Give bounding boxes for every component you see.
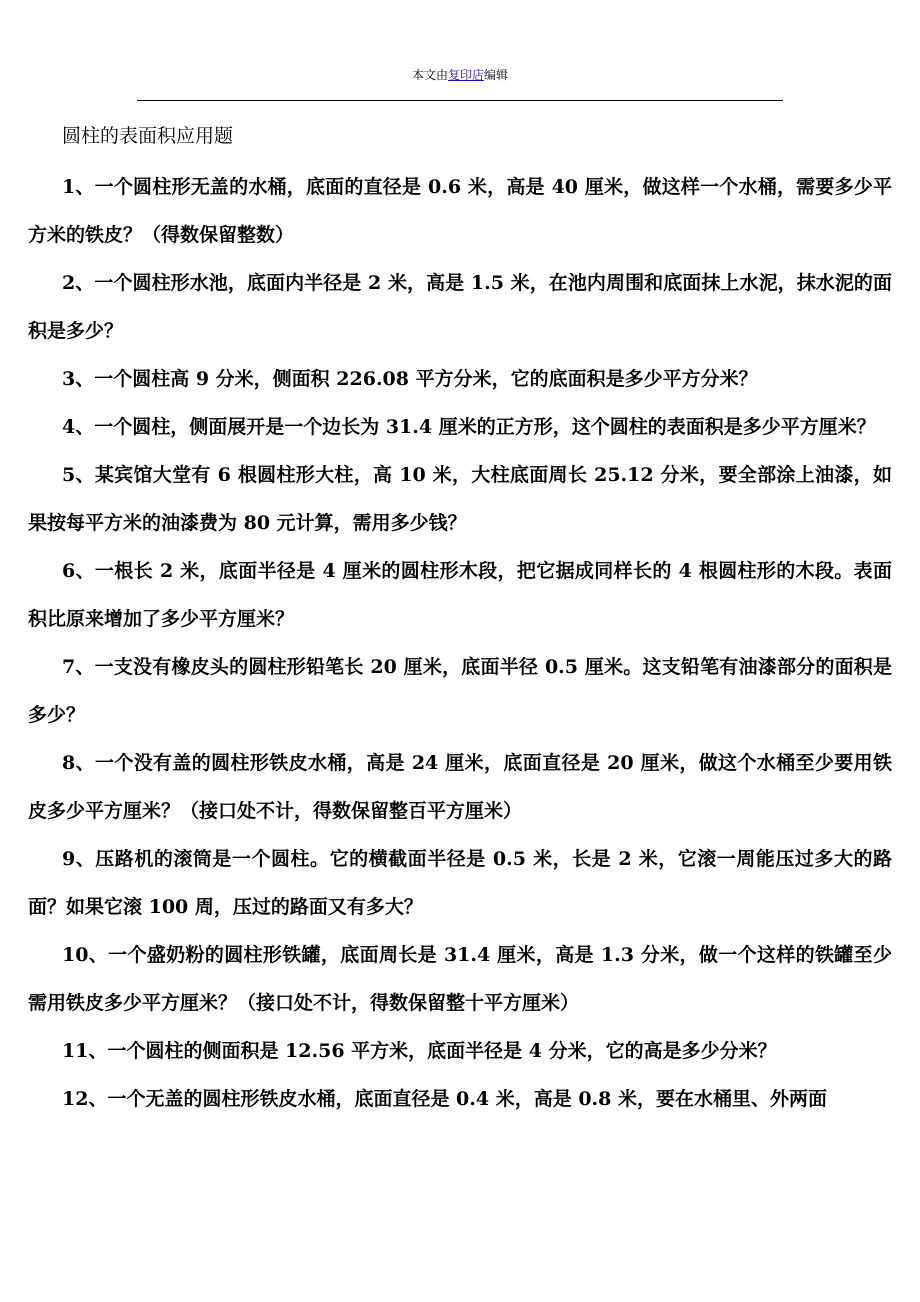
header-link[interactable]: 复印店 — [447, 68, 484, 82]
problem-list — [28, 163, 892, 1123]
problem-12: 12、一个无盖的圆柱形铁皮水桶，底面直径是 0.4 米，高是 0.8 米，要在水桶里、外两面 — [62, 1088, 828, 1110]
problem-4: 4、一个圆柱，侧面展开是一个边长为 31.4 厘米的正方形，这个圆柱的表面积是多少平方厘米？ — [62, 416, 876, 438]
problem-5: 5、某宾馆大堂有 6 根圆柱形大柱，高 10 米，大柱底面周长 25.12 分米，要全部涂上油漆，如果按每平方米的油漆费为 80 元计算，需用多少钱？ — [28, 464, 892, 534]
document-title: 圆柱的表面积应用题 — [62, 125, 234, 147]
document-header — [0, 66, 920, 83]
problem-1: 1、一个圆柱形无盖的水桶，底面的直径是 0.6 米，高是 40 厘米，做这样一个水桶，需要多少平方米的铁皮？（得数保留整数） — [28, 176, 892, 246]
problem-8: 8、一个没有盖的圆柱形铁皮水桶，高是 24 厘米，底面直径是 20 厘米，做这个水桶至少要用铁皮多少平方厘米？（接口处不计，得数保留整百平方厘米） — [28, 752, 892, 822]
problem-11: 11、一个圆柱的侧面积是 12.56 平方米，底面半径是 4 分米，它的高是多少分米？ — [62, 1040, 777, 1062]
problem-2: 2、一个圆柱形水池，底面内半径是 2 米，高是 1.5 米，在池内周围和底面抹上水泥，抹水泥的面积是多少？ — [28, 272, 892, 342]
problem-7: 7、一支没有橡皮头的圆柱形铅笔长 20 厘米，底面半径 0.5 厘米。这支铅笔有油漆部分的面积是多少？ — [28, 656, 892, 726]
problem-9: 9、压路机的滚筒是一个圆柱。它的横截面半径是 0.5 米，长是 2 米，它滚一周能压过多大的路面？如果它滚 100 周，压过的路面又有多大？ — [28, 848, 892, 918]
header-prefix: 本文由 — [411, 68, 448, 82]
problem-3: 3、一个圆柱高 9 分米，侧面积 226.08 平方分米，它的底面积是多少平方分米？ — [62, 368, 758, 390]
header-divider — [137, 100, 783, 101]
header-suffix: 编辑 — [484, 68, 509, 82]
problem-10: 10、一个盛奶粉的圆柱形铁罐，底面周长是 31.4 厘米，高是 1.3 分米，做一个这样的铁罐至少需用铁皮多少平方厘米？（接口处不计，得数保留整十平方厘米） — [28, 944, 892, 1014]
problem-6: 6、一根长 2 米，底面半径是 4 厘米的圆柱形木段，把它据成同样长的 4 根圆柱形的木段。表面积比原来增加了多少平方厘米？ — [28, 560, 892, 630]
